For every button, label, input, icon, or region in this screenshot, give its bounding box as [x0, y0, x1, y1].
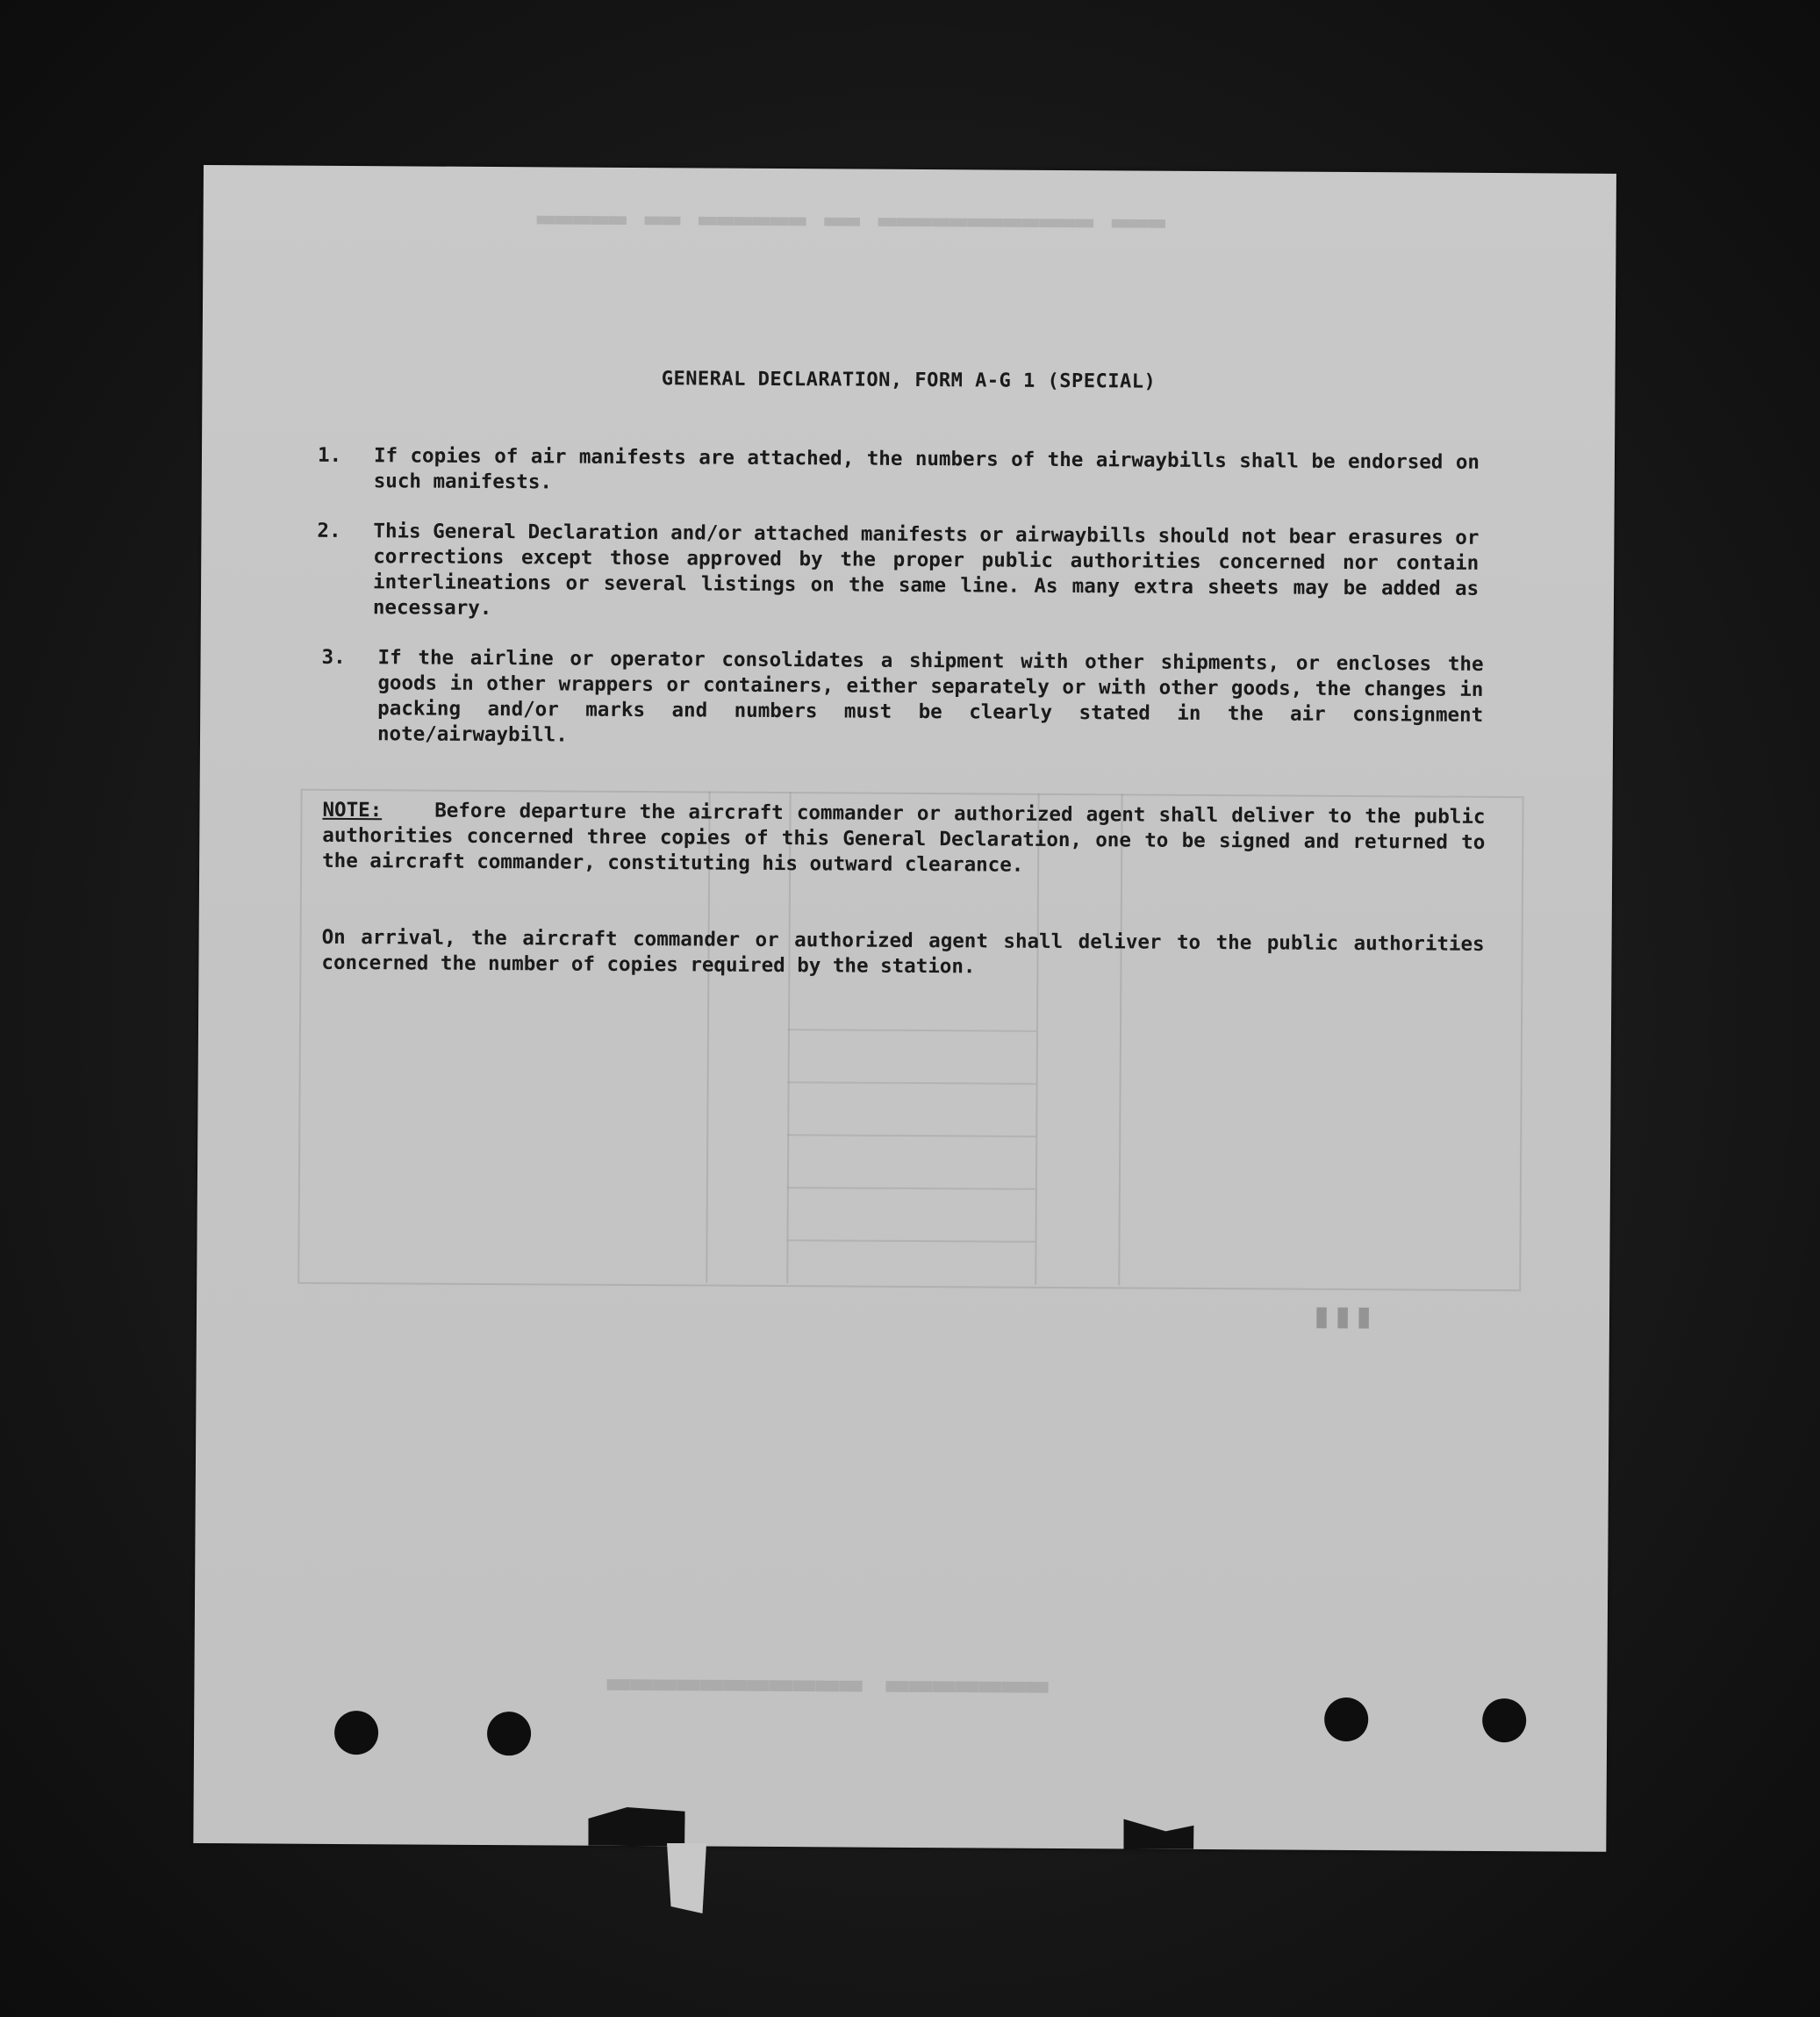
note-label: NOTE: [322, 798, 383, 822]
arrival-paragraph: On arrival, the aircraft commander or authorized agent shall deliver to the public authorities concerned the number of copies required by the station. [321, 925, 1485, 979]
bleed-through-number: ▮▮▮ [1310, 1295, 1375, 1337]
punch-hole [1324, 1698, 1368, 1741]
paper-sheet [193, 165, 1616, 1852]
punch-hole [1482, 1698, 1526, 1742]
declaration-instructions [204, 165, 1616, 979]
item-text: If the airline or operator consolidates a shipment with other shipments, or encloses the goods in other wrappers or containers, either separately or with other goods, the changes in packing and/or marks and numbers must be clearly stated in the air consignment note/airwaybill. [376, 646, 1484, 747]
note-paragraph [322, 798, 1486, 881]
item-number: 3. [321, 645, 346, 669]
bleed-through-header: ▬▬▬ ▬▬▬▬▬▬▬▬▬▬▬▬ ▬▬ ▬▬▬▬▬▬ ▬▬ ▬▬▬▬▬ [536, 200, 1166, 240]
punch-hole [334, 1711, 378, 1755]
punch-hole [487, 1712, 531, 1755]
document-title: GENERAL DECLARATION, FORM A-G 1 (SPECIAL) [661, 368, 1157, 393]
paper-tear [1123, 1819, 1193, 1848]
item-text: If copies of air manifests are attached, the numbers of the airwaybills shall be endorsed on such manifests. [373, 444, 1480, 494]
item-text: This General Declaration and/or attached manifests or airwaybills should not bear erasures or corrections except those approved by the proper public authorities concerned nor contain interlineations or several listings on the same line. As many extra sheets may be added as necessary. [372, 520, 1480, 621]
paper-fragment [667, 1843, 706, 1913]
item-number: 1. [317, 443, 342, 467]
paper-tear [588, 1807, 684, 1847]
item-number: 2. [317, 519, 341, 542]
bleed-through-title: ▬▬▬▬▬▬▬ ▬▬▬▬▬▬▬▬▬▬▬ [606, 1659, 1049, 1707]
note-text: Before departure the aircraft commander or authorized agent shall deliver to the public authorities concerned three copies of this General Declaration, one to be signed and returned to the aircraft commander, constituting his outward clearance. [322, 799, 1486, 877]
